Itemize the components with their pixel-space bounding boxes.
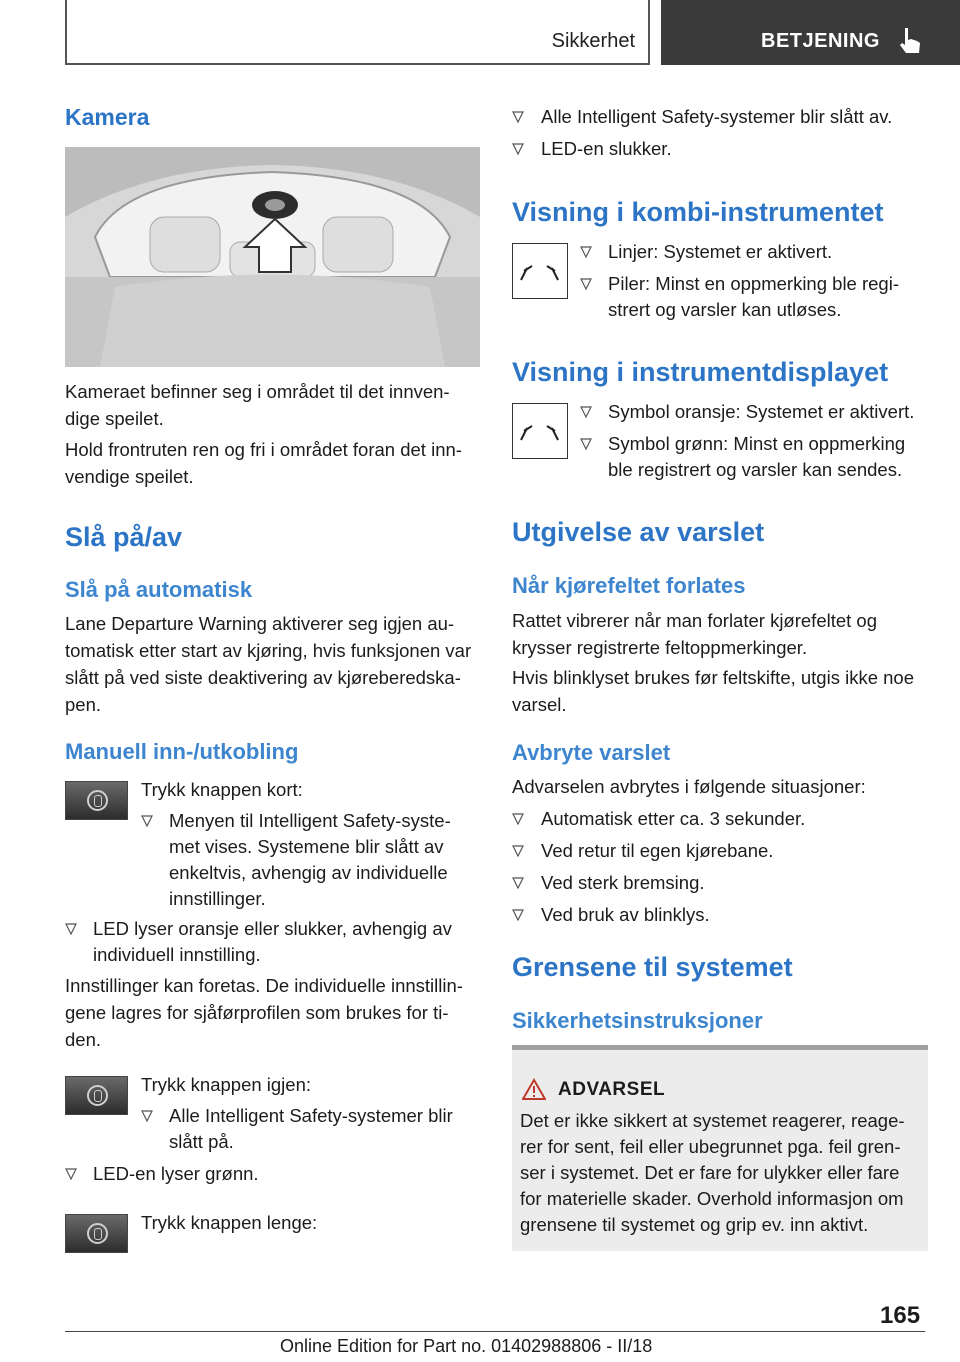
utgivelse-heading: Utgivelse av varslet — [512, 517, 765, 547]
forlates-heading: Når kjørefeltet forlates — [512, 573, 746, 598]
warning-triangle-icon — [522, 1078, 546, 1100]
step2-list-item-1 — [141, 1103, 486, 1155]
auto-paragraph: Lane Departure Warning aktiverer seg igjen au- tomatisk etter start av kjøring, hvis funksjonen var slått på ved siste deaktivering av kjøreberedska- pen. — [65, 613, 472, 715]
step3-list-item-2 — [512, 136, 932, 162]
triangle-bullet-icon — [580, 278, 592, 290]
warning-text: Det er ikke sikkert at systemet reagerer, reage- rer for sent, feil eller ubegrunnet pga. feil gren- ser i systemet. Det er fare for ulykker eller fare for materielle skader. Overhold informasjon om grensene til systemet og grip ev. inn aktivt. — [520, 1110, 905, 1235]
avbryte-list-item-2 — [512, 838, 932, 864]
warning-title: ADVARSEL — [558, 1079, 666, 1100]
kombi-item1-text: Linjer: Systemet er aktivert. — [608, 241, 833, 262]
step3-item1-text: Alle Intelligent Safety-systemer blir slått av. — [541, 106, 893, 127]
settings-paragraph: Innstillinger kan foretas. De individuelle innstillin- gene lagres for sjåførprofilen som brukes for ti- den. — [65, 975, 463, 1050]
footer-edition: Online Edition for Part no. 01402988806 - II/18 — [280, 1336, 653, 1356]
triangle-bullet-icon — [580, 406, 592, 418]
step2-item1-text: Alle Intelligent Safety-systemer blir slått på. — [169, 1105, 453, 1152]
triangle-bullet-icon — [65, 923, 77, 935]
avbryte-list-item-4 — [512, 902, 932, 928]
sikkerhetsinstruksjoner-heading: Sikkerhetsinstruksjoner — [512, 1008, 763, 1033]
manual-heading: Manuell inn-/utkobling — [65, 739, 299, 764]
car-interior-illustration — [65, 147, 480, 367]
header-section-box — [65, 0, 650, 65]
lane-icon — [87, 790, 108, 811]
footer-divider — [65, 1331, 925, 1332]
avbryte-heading: Avbryte varslet — [512, 740, 671, 765]
header-chapter-tab — [661, 0, 960, 65]
instr-item1-text: Symbol oransje: Systemet er aktivert. — [608, 401, 915, 422]
avbryte-item3-text: Ved sterk bremsing. — [541, 872, 705, 893]
instrumentdisplay-heading: Visning i instrumentdisplayet — [512, 357, 889, 387]
step2-lead: Trykk knappen igjen: — [141, 1074, 312, 1095]
lane-warning-button-image-2 — [65, 1076, 128, 1115]
lane-warning-button-image-3 — [65, 1214, 128, 1253]
warning-box — [512, 1045, 928, 1251]
kamera-paragraph-2: Hold frontruten ren og fri i området foran det inn- vendige speilet. — [65, 439, 462, 487]
lane-lines-symbol-image-1 — [512, 243, 568, 299]
forlates-paragraph-1: Rattet vibrerer når man forlater kjørefeltet og krysser registrerte feltoppmerkinger. — [512, 610, 878, 658]
step3-item2-text: LED-en slukker. — [541, 138, 672, 159]
triangle-bullet-icon — [512, 813, 524, 825]
kamera-heading: Kamera — [65, 104, 150, 130]
lane-lines-icon — [513, 244, 566, 297]
step1-item2-text: LED lyser oransje eller slukker, avhengig av individuell innstilling. — [93, 918, 452, 965]
triangle-bullet-icon — [512, 143, 524, 155]
step1-item-text: Menyen til Intelligent Safety-syste- met vises. Systemene blir slått av enkeltvis, avhengig av individuelle innstillinger. — [169, 810, 451, 909]
pointing-hand-icon — [897, 26, 923, 56]
instr-list-item-2 — [580, 431, 930, 483]
page-number: 165 — [880, 1302, 921, 1329]
step1-lead: Trykk knappen kort: — [141, 779, 303, 800]
auto-heading: Slå på automatisk — [65, 577, 253, 602]
instr-item2-text: Symbol grønn: Minst en oppmerking ble registrert og varsler kan sendes. — [608, 433, 906, 480]
triangle-bullet-icon — [65, 1168, 77, 1180]
header-chapter-title: BETJENING — [761, 30, 880, 52]
lane-lines-symbol-image-2 — [512, 403, 568, 459]
avbryte-list-item-3 — [512, 870, 932, 896]
step2-list-item-2 — [65, 1161, 485, 1187]
step3-list-item-1 — [512, 104, 932, 130]
sla-pa-av-heading: Slå på/av — [65, 522, 183, 552]
kombi-item2-text: Piler: Minst en oppmerking ble regi- strert og varsler kan utløses. — [608, 273, 899, 320]
step2-item2-text: LED-en lyser grønn. — [93, 1163, 259, 1184]
camera-location-image — [65, 147, 480, 367]
avbryte-item1-text: Automatisk etter ca. 3 sekunder. — [541, 808, 806, 829]
lane-lines-icon — [513, 404, 566, 457]
triangle-bullet-icon — [512, 877, 524, 889]
avbryte-lead: Advarselen avbrytes i følgende situasjoner: — [512, 776, 866, 797]
lane-icon — [87, 1085, 108, 1106]
lane-warning-button-image-1 — [65, 781, 128, 820]
step1-list-item — [141, 808, 486, 912]
header-section-title: Sikkerhet — [551, 30, 635, 52]
step1-list-item-2 — [65, 916, 485, 968]
forlates-paragraph-2: Hvis blinklyset brukes før feltskifte, utgis ikke noe varsel. — [512, 667, 915, 715]
kombi-list-item-2 — [580, 271, 930, 323]
triangle-bullet-icon — [580, 438, 592, 450]
triangle-bullet-icon — [141, 815, 153, 827]
avbryte-item4-text: Ved bruk av blinklys. — [541, 904, 710, 925]
lane-icon — [87, 1223, 108, 1244]
instr-list-item-1 — [580, 399, 930, 425]
triangle-bullet-icon — [512, 845, 524, 857]
avbryte-item2-text: Ved retur til egen kjørebane. — [541, 840, 774, 861]
avbryte-list-item-1 — [512, 806, 932, 832]
triangle-bullet-icon — [141, 1110, 153, 1122]
step3-lead: Trykk knappen lenge: — [141, 1212, 318, 1233]
triangle-bullet-icon — [512, 111, 524, 123]
grensene-heading: Grensene til systemet — [512, 952, 793, 982]
triangle-bullet-icon — [512, 909, 524, 921]
triangle-bullet-icon — [580, 246, 592, 258]
kamera-paragraph-1: Kameraet befinner seg i området til det innven- dige speilet. — [65, 381, 450, 429]
kombi-heading: Visning i kombi-instrumentet — [512, 197, 884, 227]
kombi-list-item-1 — [580, 239, 930, 265]
